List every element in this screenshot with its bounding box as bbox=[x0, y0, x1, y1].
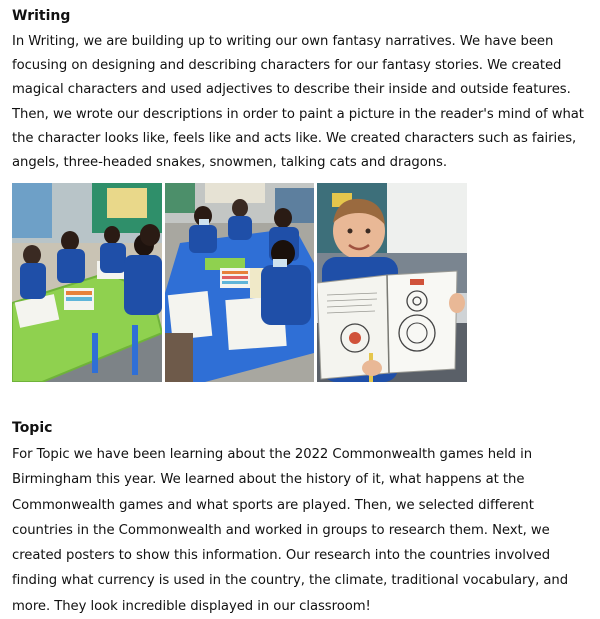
writing-heading: Writing bbox=[12, 8, 71, 24]
photo-children-green-table bbox=[12, 183, 162, 382]
photo-boy-with-drawing bbox=[317, 183, 467, 382]
topic-heading: Topic bbox=[12, 420, 53, 436]
topic-paragraph: For Topic we have been learning about the 2022 Commonwealth games held in Birmingham this year. We learned about the history of it, what happens at the Commonwealth games and what sports are played. Then, we selected different countries in the Commonwealth and worked in groups to research them. Next, we created posters to show this information. Our research into the countries involved finding what currency is used in the country, the climate, traditional vocabulary, and more. They look incredible displayed in our classroom! bbox=[12, 447, 569, 614]
newsletter-page bbox=[12, 0, 592, 614]
writing-photo-strip bbox=[12, 183, 467, 382]
photo-children-blue-table bbox=[165, 183, 314, 382]
writing-paragraph: In Writing, we are building up to writing our own fantasy narratives. We have been focusing on designing and describing characters for our fantasy stories. We created magical characters and used adjectives to describe their inside and outside features. Then, we wrote our descriptions in order to paint a picture in the reader's mind of what the character looks like, feels like and acts like. We created characters such as fairies, angels, three-headed snakes, snowmen, talking cats and dragons. bbox=[12, 34, 584, 171]
